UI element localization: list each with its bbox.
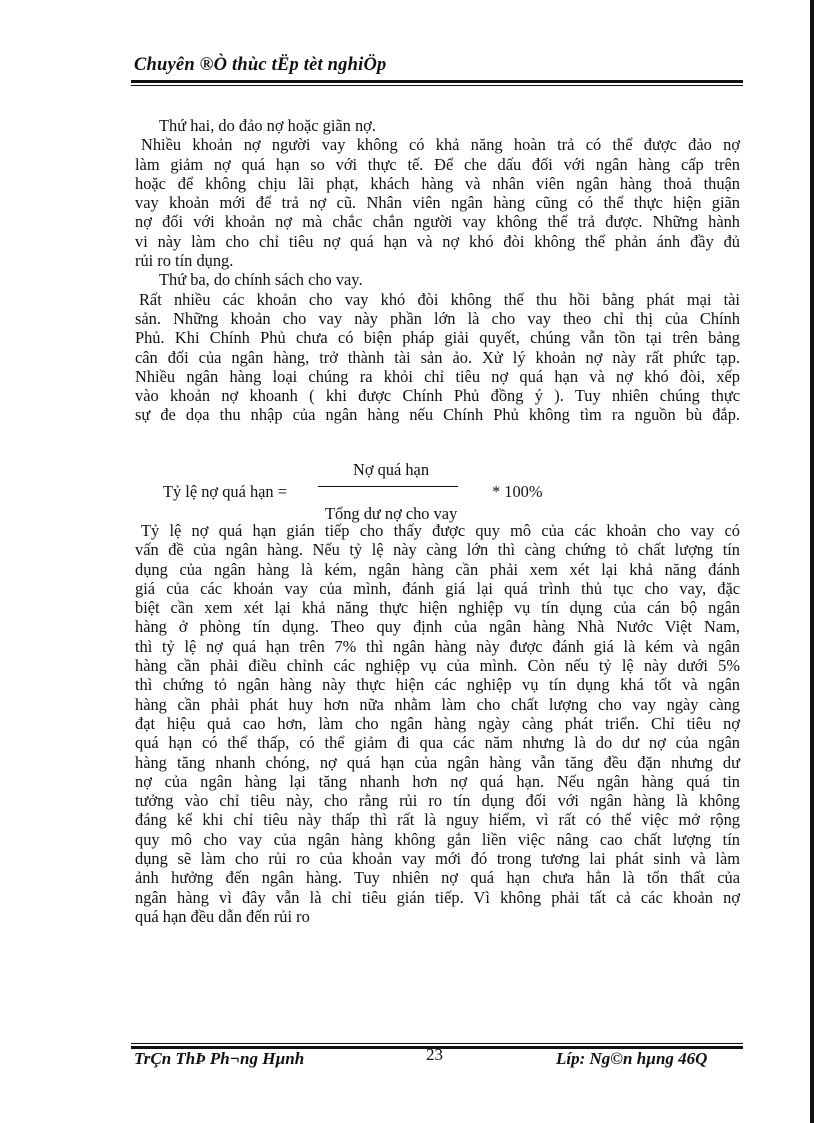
paragraph-line: Nhiều khoản nợ người vay không có khả năng hoàn trả có thể được đảo nợ <box>141 135 740 155</box>
paragraph-line: hàng tăng nhanh chóng, nợ quá hạn của ngân hàng vẫn tăng đều đặn nhưng dư <box>135 752 740 772</box>
ratio-formula <box>135 460 740 523</box>
footer-class: Líp: Ng©n hµng 46Q <box>556 1049 708 1068</box>
page-header-title: Chuyên ®Ò thùc tËp tèt nghiÖp <box>134 55 387 75</box>
paragraph-line: vào khoản nợ khoanh ( khi được Chính Phủ đồng ý ). Tuy nhiên chúng thực <box>135 386 740 406</box>
paragraph-line: ảnh hưởng đến ngân hàng. Tuy nhiên nợ quá hạn chưa hẳn là tổn thất của <box>135 868 740 888</box>
page-number: 23 <box>426 1045 443 1064</box>
paragraph-line: quy mô cho vay của ngân hàng không gắn liền việc nâng cao chất lượng tín <box>135 829 740 849</box>
paragraph-line: thì chứng tỏ ngân hàng này thực hiện các nghiệp vụ tín dụng khá tốt và ngân <box>135 675 740 695</box>
paragraph-line: Rất nhiều các khoản cho vay khó đòi không thể thu hồi bằng phát mại tài <box>139 289 740 309</box>
formula-numerator: Nợ quá hạn <box>353 460 430 479</box>
paragraph-line: vay khoản mới để trả nợ cũ. Nhân viên ngân hàng cũng có thể thực hiện giãn <box>135 193 740 213</box>
paragraph-line: Thứ hai, do đảo nợ hoặc giãn nợ. <box>159 116 376 135</box>
paragraph-line: nợ của ngân hàng lại tăng nhanh hơn nợ quá hạn. Nếu ngân hàng quá tin <box>135 771 740 791</box>
paragraph-line: sản. Những khoản cho vay này phần lớn là cho vay theo chỉ thị của Chính <box>135 308 740 328</box>
paragraph-line: quá hạn có thể thấp, có thể giảm đi qua các năm nhưng là do dư nợ của ngân <box>135 733 740 753</box>
paragraph-line: thì tỷ lệ nợ quá hạn trên 7% thì ngân hàng này được đánh giá là kém và ngân <box>135 636 740 656</box>
paragraph-line: biệt cần xem xét lại khả năng thực hiện nghiệp vụ tín dụng của cán bộ ngân <box>135 598 740 618</box>
fraction-bar <box>318 486 458 487</box>
formula-denominator: Tổng dư nợ cho vay <box>325 504 458 523</box>
paragraph-line: nợ đối với khoản nợ mà chắc chắn người vay không thể trả được. Những hành <box>135 212 740 232</box>
page-edge-line <box>810 0 814 1123</box>
body-section-1 <box>135 116 740 425</box>
paragraph-line: dụng sẽ làm cho rủi ro của khoản vay mới đó trong tương lai phát sinh và làm <box>135 849 740 869</box>
paragraph-line: rủi ro tín dụng. <box>135 251 234 271</box>
paragraph-line: hàng ở phòng tín dụng. Theo quy định của ngân hàng Nhà Nước Việt Nam, <box>135 617 740 637</box>
paragraph-line: quá hạn đều dẫn đến rủi ro <box>135 906 310 926</box>
paragraph-line: hàng cần phải điều chỉnh các nghiệp vụ của mình. Còn nếu tỷ lệ này dưới 5% <box>135 656 740 676</box>
paragraph-line: đạt hiệu quả cao hơn, làm cho ngân hàng ngày càng phát triển. Chỉ tiêu nợ <box>135 713 740 733</box>
paragraph-line: Thứ ba, do chính sách cho vay. <box>159 270 363 290</box>
header-rule <box>131 80 743 86</box>
paragraph-line: đáng kể khi chỉ tiêu này thấp thì rất là nguy hiểm, vì rất có thể việc mở rộng <box>135 810 740 830</box>
body-section-2 <box>135 521 740 926</box>
paragraph-line: Phủ. Khi Chính Phủ chưa có biện pháp giải quyết, chúng vẫn tồn tại trên bảng <box>135 328 740 348</box>
paragraph-line: hàng cần phải phát huy hơn nữa nhằm làm cho chất lượng cho vay ngày càng <box>135 694 740 714</box>
paragraph-line: Nhiều ngân hàng loại chúng ra khỏi chỉ tiêu nợ quá hạn và nợ khó đòi, xếp <box>135 366 740 386</box>
formula-multiplier: * 100% <box>492 482 543 501</box>
paragraph-line: làm giảm nợ quá hạn so với thực tế. Để che dấu đối với ngân hàng cấp trên <box>135 154 740 174</box>
paragraph-line: vấn đề của ngân hàng. Nếu tỷ lệ này càng lớn thì càng chứng tỏ chất lượng tín <box>135 540 740 560</box>
footer-author: TrÇn ThÞ Ph¬ng Hµnh <box>134 1049 305 1068</box>
paragraph-line: hoặc để không chịu lãi phạt, khách hàng và nhân viên ngân hàng thoả thuận <box>135 173 740 193</box>
paragraph-line: giá của các khoản vay của mình, đánh giá lại quá trình thủ tục cho vay, đặc <box>135 578 740 598</box>
paragraph-line: vi này làm cho chỉ tiêu nợ quá hạn và nợ khó đòi không thể phản ánh đầy đủ <box>135 231 740 251</box>
formula-label: Tỷ lệ nợ quá hạn = <box>163 482 287 501</box>
paragraph-line: Tỷ lệ nợ quá hạn gián tiếp cho thấy được quy mô của các khoản cho vay có <box>141 521 740 540</box>
paragraph-line: dụng của ngân hàng là kém, ngân hàng cần phải xem xét lại khả năng đánh <box>135 559 740 579</box>
paragraph-line: cân đối của ngân hàng, trở thành tài sản ảo. Xử lý khoản nợ này rất phức tạp. <box>135 347 740 367</box>
paragraph-line: ngân hàng vì đây vẫn là chỉ tiêu gián tiếp. Vì không phải tất cả các khoản nợ <box>135 887 740 907</box>
paragraph-line: tưởng vào chỉ tiêu này, cho rằng rủi ro tín dụng đối với ngân hàng là không <box>135 791 740 811</box>
paragraph-line: sự đe dọa thu nhập của ngân hàng nếu Chính Phủ không tìm ra nguồn bù đắp. <box>135 405 740 425</box>
